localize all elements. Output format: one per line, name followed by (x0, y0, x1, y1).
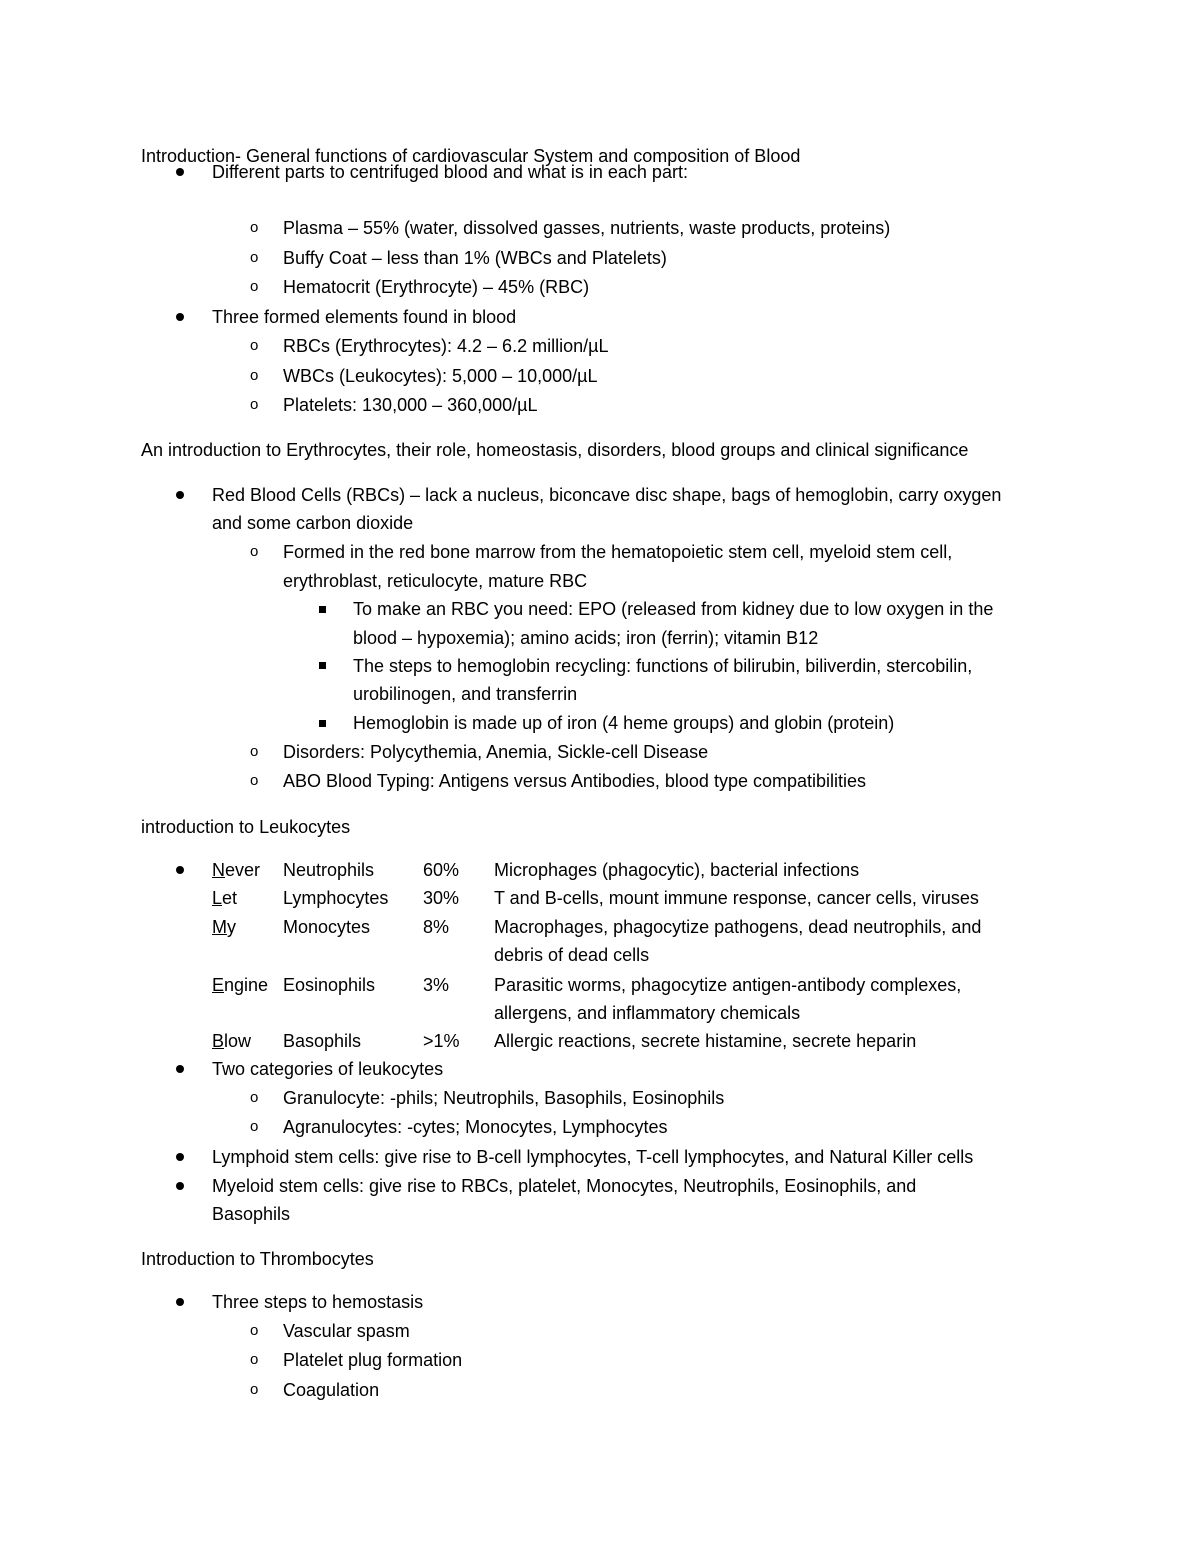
list-item: Hemoglobin is made up of iron (4 heme groups) and globin (protein) (353, 713, 895, 733)
list-item: Platelet plug formation (283, 1350, 463, 1370)
square-bullet-icon (319, 720, 326, 727)
sub-bullet-icon: o (250, 367, 259, 384)
list-item: Coagulation (283, 1380, 380, 1400)
cell-type-name: Basophils (283, 1031, 362, 1051)
sub-bullet-icon: o (250, 337, 259, 354)
cell-type-description-continuation: debris of dead cells (494, 945, 650, 965)
list-item: Vascular spasm (283, 1321, 410, 1341)
list-item-continuation: urobilinogen, and transferrin (353, 684, 578, 704)
section-heading-intro: Introduction- General functions of cardiovascular System and composition of Blood (141, 146, 801, 166)
list-item: WBCs (Leukocytes): 5,000 – 10,000/µL (283, 366, 598, 386)
cell-type-percent: >1% (423, 1031, 460, 1051)
bullet-icon (176, 1065, 184, 1073)
list-item: Lymphoid stem cells: give rise to B-cell lymphocytes, T-cell lymphocytes, and Natural Killer cells (212, 1147, 974, 1167)
bullet-icon (176, 1182, 184, 1190)
bullet-icon (176, 491, 184, 499)
list-item-continuation: and some carbon dioxide (212, 513, 414, 533)
list-item: Red Blood Cells (RBCs) – lack a nucleus, biconcave disc shape, bags of hemoglobin, carry oxygen (212, 485, 1002, 505)
section-heading-leukocytes: introduction to Leukocytes (141, 817, 351, 837)
sub-bullet-icon: o (250, 1322, 259, 1339)
list-item: To make an RBC you need: EPO (released from kidney due to low oxygen in the (353, 599, 994, 619)
list-item: Platelets: 130,000 – 360,000/µL (283, 395, 538, 415)
sub-bullet-icon: o (250, 278, 259, 295)
list-item: Myeloid stem cells: give rise to RBCs, platelet, Monocytes, Neutrophils, Eosinophils, and (212, 1176, 917, 1196)
bullet-icon (176, 168, 184, 176)
cell-type-percent: 60% (423, 860, 460, 880)
list-item: ABO Blood Typing: Antigens versus Antibodies, blood type compatibilities (283, 771, 867, 791)
cell-type-description: Macrophages, phagocytize pathogens, dead neutrophils, and (494, 917, 982, 937)
list-item: The steps to hemoglobin recycling: functions of bilirubin, biliverdin, stercobilin, (353, 656, 973, 676)
bullet-icon (176, 866, 184, 874)
cell-type-description: Parasitic worms, phagocytize antigen-antibody complexes, (494, 975, 962, 995)
list-item: Three formed elements found in blood (212, 307, 517, 327)
cell-type-percent: 3% (423, 975, 450, 995)
list-item: RBCs (Erythrocytes): 4.2 – 6.2 million/µL (283, 336, 609, 356)
cell-type-description: Allergic reactions, secrete histamine, secrete heparin (494, 1031, 917, 1051)
list-item-continuation: blood – hypoxemia); amino acids; iron (ferrin); vitamin B12 (353, 628, 819, 648)
cell-type-percent: 8% (423, 917, 450, 937)
sub-bullet-icon: o (250, 1381, 259, 1398)
sub-bullet-icon: o (250, 396, 259, 413)
list-item: Three steps to hemostasis (212, 1292, 424, 1312)
sub-bullet-icon: o (250, 543, 259, 560)
list-item: Different parts to centrifuged blood and what is in each part: (212, 162, 688, 182)
list-item-continuation: Basophils (212, 1204, 291, 1224)
section-heading-erythrocytes: An introduction to Erythrocytes, their role, homeostasis, disorders, blood groups and clinical significance (141, 440, 969, 460)
list-item: Formed in the red bone marrow from the hematopoietic stem cell, myeloid stem cell, (283, 542, 953, 562)
sub-bullet-icon: o (250, 249, 259, 266)
section-heading-thrombocytes: Introduction to Thrombocytes (141, 1249, 374, 1269)
list-item: Buffy Coat – less than 1% (WBCs and Platelets) (283, 248, 667, 268)
mnemonic-word: Let (212, 888, 238, 908)
sub-bullet-icon: o (250, 219, 259, 236)
bullet-icon (176, 1153, 184, 1161)
bullet-icon (176, 1298, 184, 1306)
cell-type-name: Eosinophils (283, 975, 376, 995)
list-item: Hematocrit (Erythrocyte) – 45% (RBC) (283, 277, 590, 297)
mnemonic-word: Blow (212, 1031, 252, 1051)
sub-bullet-icon: o (250, 743, 259, 760)
bullet-icon (176, 313, 184, 321)
cell-type-name: Monocytes (283, 917, 371, 937)
cell-type-percent: 30% (423, 888, 460, 908)
sub-bullet-icon: o (250, 772, 259, 789)
cell-type-description: Microphages (phagocytic), bacterial infections (494, 860, 860, 880)
list-item: Granulocyte: -phils; Neutrophils, Basophils, Eosinophils (283, 1088, 725, 1108)
sub-bullet-icon: o (250, 1351, 259, 1368)
list-item: Plasma – 55% (water, dissolved gasses, nutrients, waste products, proteins) (283, 218, 891, 238)
sub-bullet-icon: o (250, 1089, 259, 1106)
cell-type-description-continuation: allergens, and inflammatory chemicals (494, 1003, 801, 1023)
list-item: Agranulocytes: -cytes; Monocytes, Lymphocytes (283, 1117, 668, 1137)
square-bullet-icon (319, 606, 326, 613)
mnemonic-word: Engine (212, 975, 269, 995)
list-item: Two categories of leukocytes (212, 1059, 444, 1079)
square-bullet-icon (319, 662, 326, 669)
mnemonic-word: Never (212, 860, 261, 880)
cell-type-name: Neutrophils (283, 860, 375, 880)
list-item: Disorders: Polycythemia, Anemia, Sickle-cell Disease (283, 742, 709, 762)
cell-type-name: Lymphocytes (283, 888, 389, 908)
sub-bullet-icon: o (250, 1118, 259, 1135)
cell-type-description: T and B-cells, mount immune response, cancer cells, viruses (494, 888, 979, 908)
mnemonic-word: My (212, 917, 236, 937)
list-item-continuation: erythroblast, reticulocyte, mature RBC (283, 571, 588, 591)
